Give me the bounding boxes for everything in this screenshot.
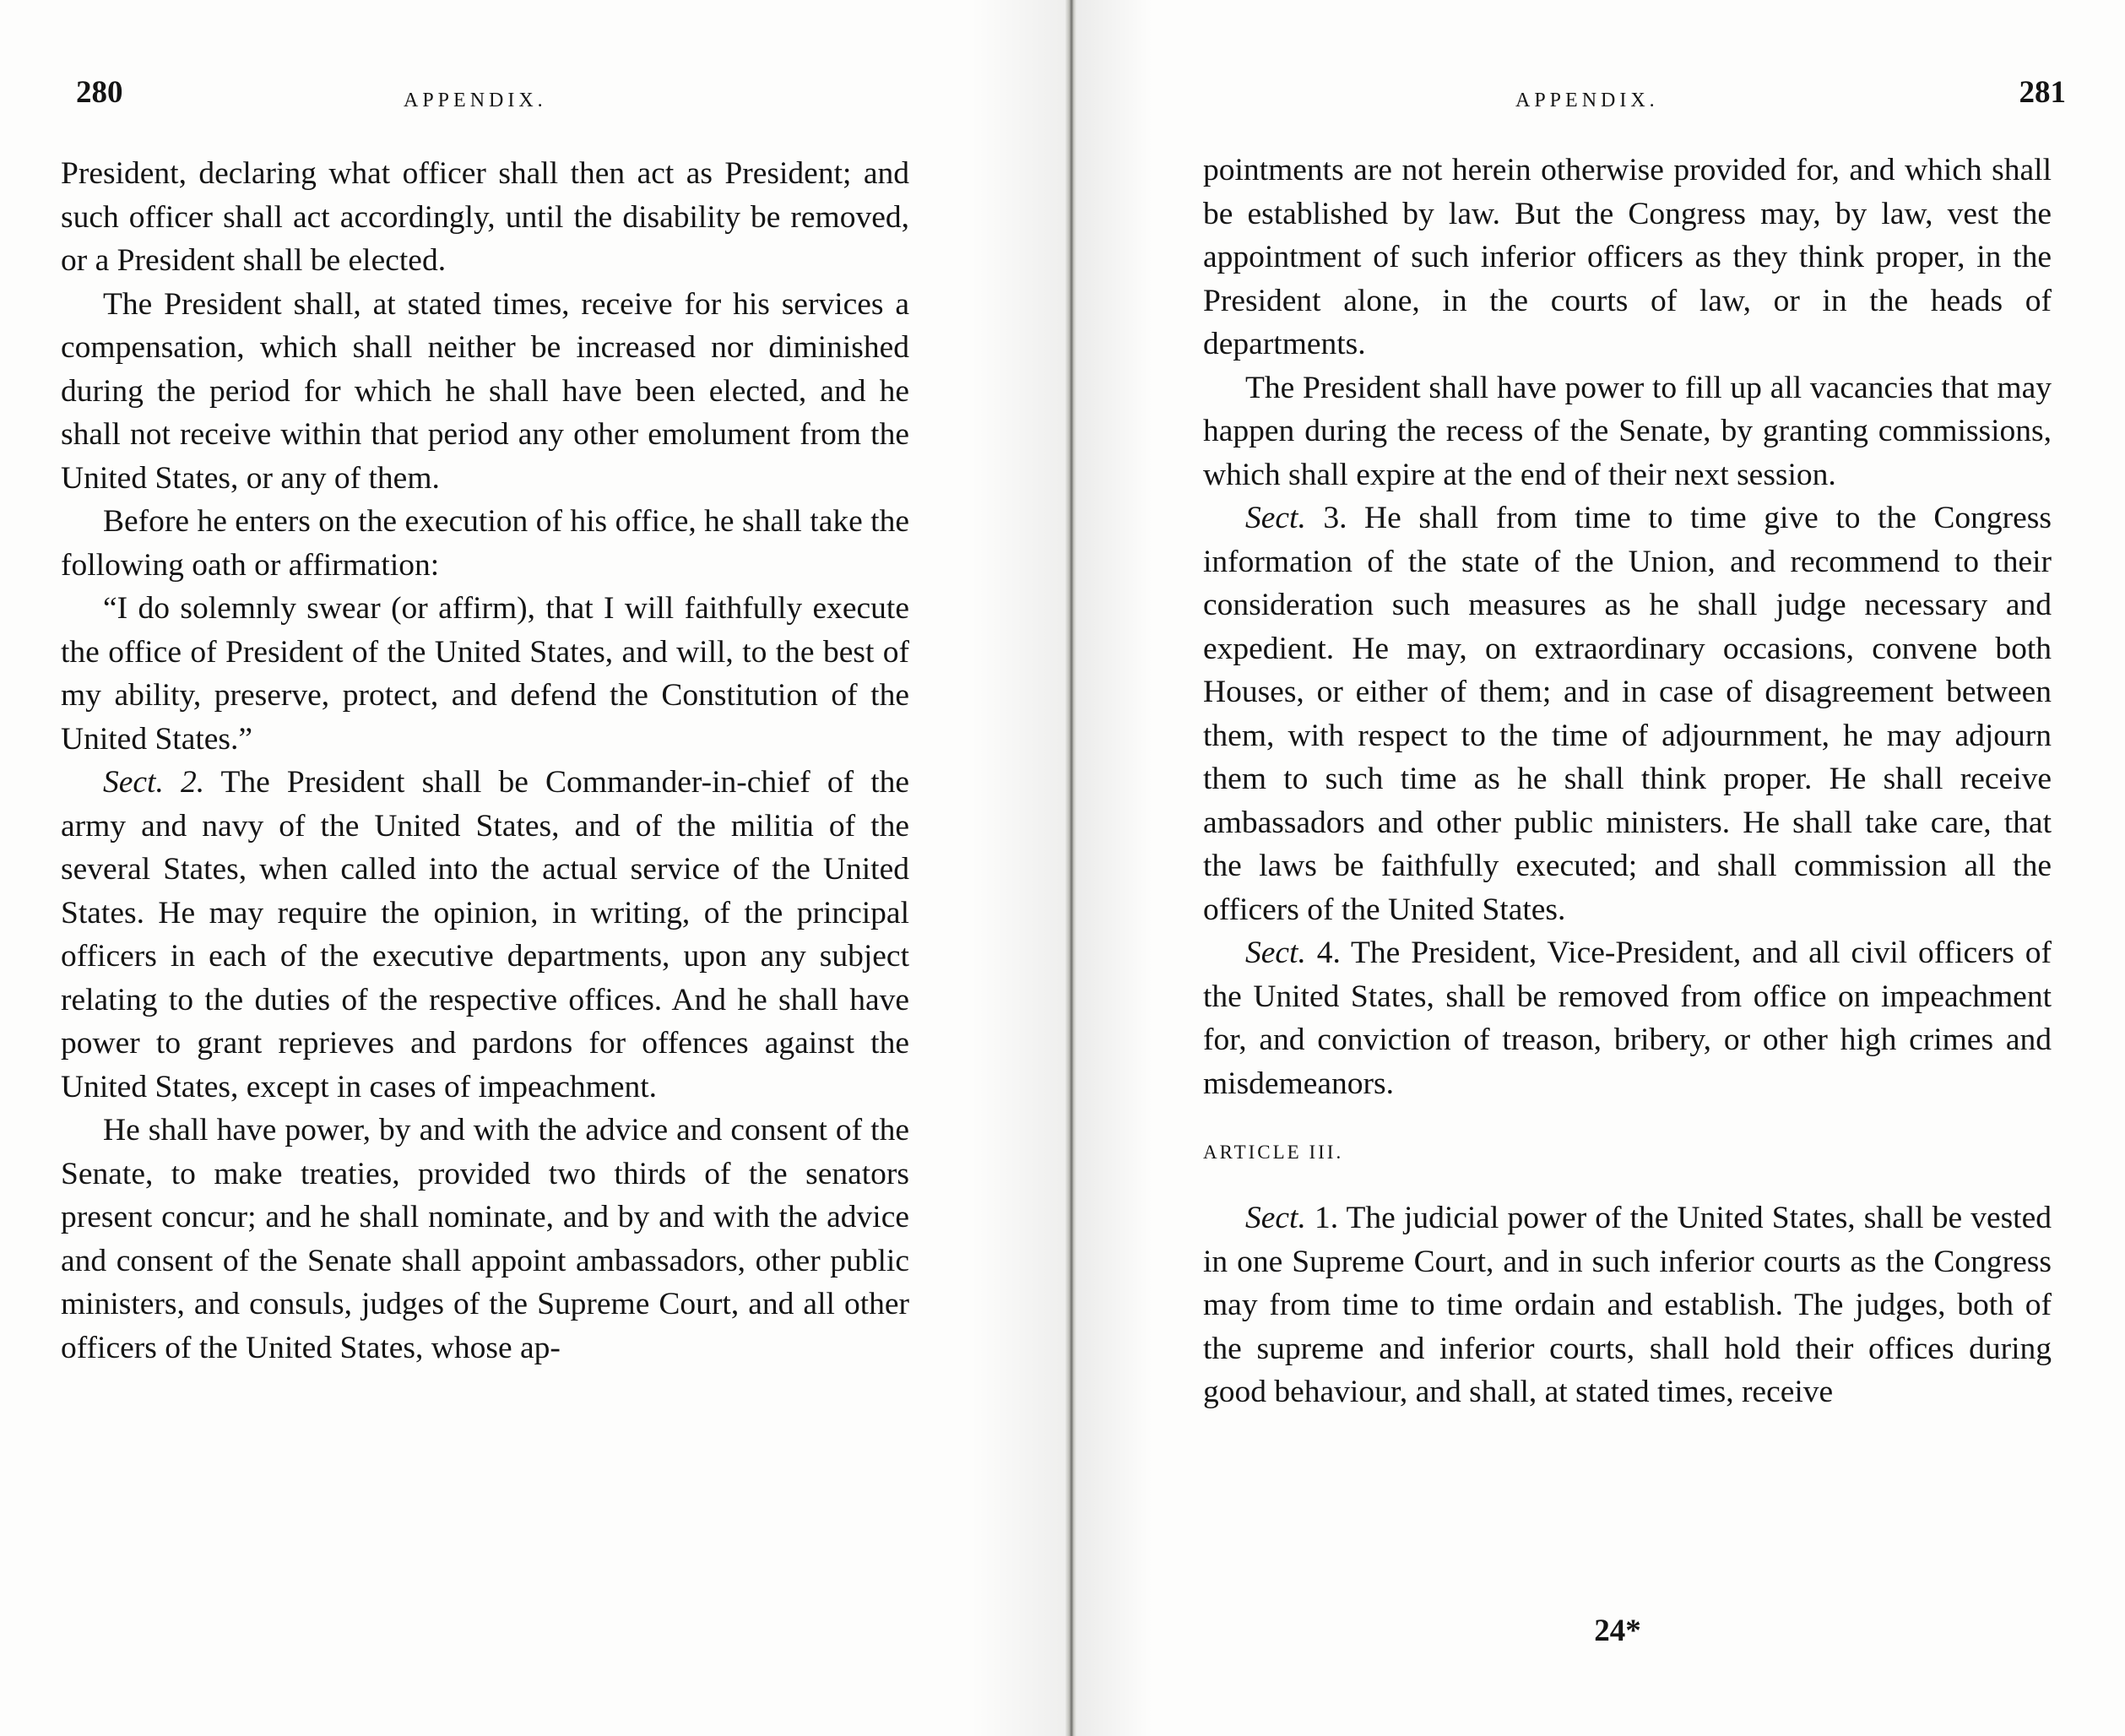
gutter-shadow-left [971, 0, 1065, 1736]
section-label: Sect. [1245, 1201, 1306, 1235]
right-running-head: APPENDIX. [1515, 90, 1659, 111]
left-paragraph-oath [61, 587, 909, 761]
right-paragraph-article-3-sect-1 [1203, 1196, 2052, 1414]
left-paragraph-6 [61, 1109, 909, 1370]
left-page-header [0, 74, 1065, 118]
paragraph-text: pointments are not herein otherwise provided for, and which shall be established by law. But the Congress may, by law, vest the appointment of such inferior officers as they think proper, in the President alone, in the courts of law, or in the heads of departments. [1203, 153, 2052, 361]
article-heading: ARTICLE III. [1203, 1142, 1344, 1163]
right-paragraph-1 [1203, 149, 2052, 366]
left-running-head: APPENDIX. [404, 90, 547, 111]
paragraph-text: The President shall have power to fill up all vacancies that may happen during the recess of the Senate, by granting commissions, which shall expire at the end of their next session. [1203, 370, 2052, 492]
paragraph-text: Before he enters on the execution of his office, he shall take the following oath or affirmation: [61, 504, 909, 583]
paragraph-text: The President shall be Commander-in-chief of the army and navy of the United States, and of the militia of the several States, when called into the actual service of the United States. He may require the opinion, in writing, of the principal officers in each of the executive departments, upon any subject relating to the duties of the respective offices. And he shall have power to grant reprieves and pardons for offences against the United States, except in cases of impeachment. [61, 765, 910, 1104]
right-paragraph-2 [1203, 366, 2052, 497]
paragraph-text: 4. The President, Vice-President, and all civil officers of the United States, shall be removed from office on impeachment for, and conviction of treason, bribery, or other high crimes and misdemeanors. [1203, 936, 2052, 1101]
right-page-header [1076, 74, 2125, 118]
section-label: Sect. [1245, 936, 1306, 970]
signature-mark: 24* [1594, 1614, 1641, 1648]
paragraph-text: He shall have power, by and with the advice and consent of the Senate, to make treaties, provided two thirds of the senators present concur; and he shall nominate, and by and with the advice and consent of the Senate shall appoint ambassadors, other public ministers, and consuls, judges of the Supreme Court, and all other officers of the United States, whose ap- [61, 1113, 909, 1365]
right-page [1076, 0, 2125, 1736]
paragraph-text: President, declaring what officer shall then act as President; and such officer shall act accordingly, until the disability be removed, or a President shall be elected. [61, 156, 909, 278]
section-label: Sect. 2. [103, 765, 205, 800]
left-paragraph-3 [61, 500, 909, 587]
right-page-body [1203, 149, 2052, 1414]
left-page-body [61, 152, 909, 1370]
left-paragraph-2 [61, 283, 909, 501]
paragraph-text: 1. The judicial power of the United States, shall be vested in one Supreme Court, and in such inferior courts as the Congress may from time to time ordain and establish. The judges, both of the supreme and inferior courts, shall hold their offices during good behaviour, and shall, at stated times, receive [1203, 1201, 2052, 1409]
section-label: Sect. [1245, 501, 1306, 535]
paragraph-text: “I do solemnly swear (or affirm), that I will faithfully execute the office of President of the United States, and will, to the best of my ability, preserve, protect, and defend the Constitution of the United States.” [61, 591, 909, 757]
paragraph-text: 3. He shall from time to time give to the Congress information of the state of the Union, and recommend to their consideration such measures as he shall judge necessary and expedient. He may, on extraordinary occasions, convene both Houses, or either of them; and in case of disagreement between them, with respect to the time of adjournment, he may adjourn them to such time as he shall think proper. He shall receive ambassadors and other public ministers. He shall take care, that the laws be faithfully executed; and shall commission all the officers of the United States. [1203, 501, 2052, 927]
left-paragraph-sect-2 [61, 761, 909, 1109]
right-page-number: 281 [2019, 75, 2066, 110]
right-paragraph-sect-4 [1203, 931, 2052, 1105]
paragraph-text: The President shall, at stated times, receive for his services a compensation, which shall neither be increased nor diminished during the period for which he shall have been elected, and he shall not receive within that period any other emolument from the United States, or any of them. [61, 286, 909, 496]
book-gutter [1065, 0, 1076, 1736]
left-page-number: 280 [76, 75, 123, 110]
gutter-shadow-right [1076, 0, 1152, 1736]
right-paragraph-sect-3 [1203, 496, 2052, 931]
left-paragraph-1 [61, 152, 909, 283]
